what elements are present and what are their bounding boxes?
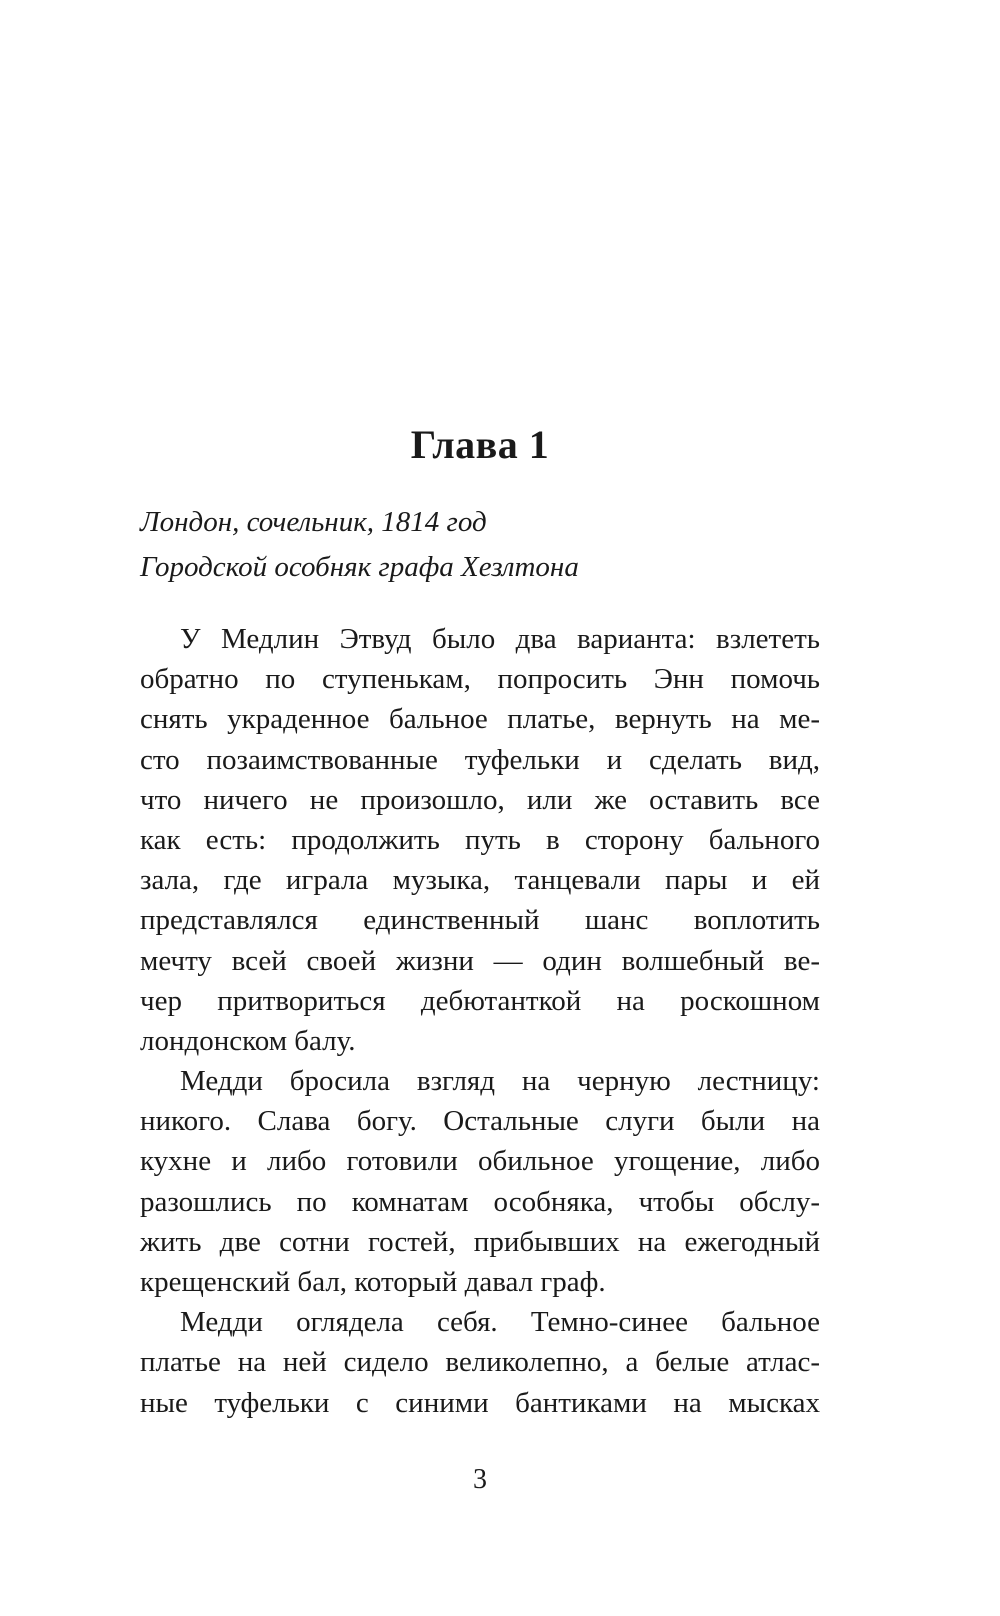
epigraph bbox=[140, 500, 840, 590]
text-line: платье на ней сидело великолепно, а белые атлас- bbox=[140, 1346, 820, 1379]
text-line: мечту всей своей жизни — один волшебный ве- bbox=[140, 944, 820, 977]
chapter-title: Глава 1 bbox=[410, 422, 550, 467]
chapter-body bbox=[140, 619, 820, 1423]
text-line: лондонском балу. bbox=[140, 1024, 356, 1057]
paragraph bbox=[140, 1302, 820, 1423]
epigraph-place-date: Лондон, сочельник, 1814 год bbox=[140, 506, 487, 538]
text-line: снять украденное бальное платье, вернуть на ме- bbox=[140, 703, 820, 736]
text-line: как есть: продолжить путь в сторону бального bbox=[140, 823, 820, 856]
text-line: чер притвориться дебютанткой на роскошном bbox=[140, 984, 820, 1017]
text-line: зала, где играла музыка, танцевали пары и ей bbox=[140, 864, 820, 897]
text-line: разошлись по комнатам особняка, чтобы обслу- bbox=[140, 1185, 820, 1218]
text-line: У Медлин Этвуд было два варианта: взлететь bbox=[180, 623, 820, 655]
text-line: ные туфельки с синими бантиками на мысках bbox=[140, 1386, 820, 1419]
text-line: представлялся единственный шанс воплотить bbox=[140, 904, 820, 937]
text-line: Медди оглядела себя. Темно-синее бальное bbox=[180, 1306, 820, 1339]
text-line: обратно по ступенькам, попросить Энн помочь bbox=[140, 663, 820, 696]
text-line: сто позаимствованные туфельки и сделать вид, bbox=[140, 743, 820, 776]
text-line: крещенский бал, который давал граф. bbox=[140, 1266, 606, 1298]
page-number: 3 bbox=[473, 1464, 487, 1495]
paragraph bbox=[140, 1061, 820, 1302]
paragraph bbox=[140, 619, 820, 1061]
text-line: никого. Слава богу. Остальные слуги были на bbox=[140, 1105, 820, 1138]
text-line: кухне и либо готовили обильное угощение, либо bbox=[140, 1145, 820, 1178]
text-line: жить две сотни гостей, прибывших на ежегодный bbox=[140, 1225, 820, 1258]
epigraph-location: Городской особняк графа Хезлтона bbox=[140, 551, 579, 583]
text-line: Медди бросила взгляд на черную лестницу: bbox=[180, 1065, 820, 1098]
text-line: что ничего не произошло, или же оставить все bbox=[140, 783, 820, 816]
